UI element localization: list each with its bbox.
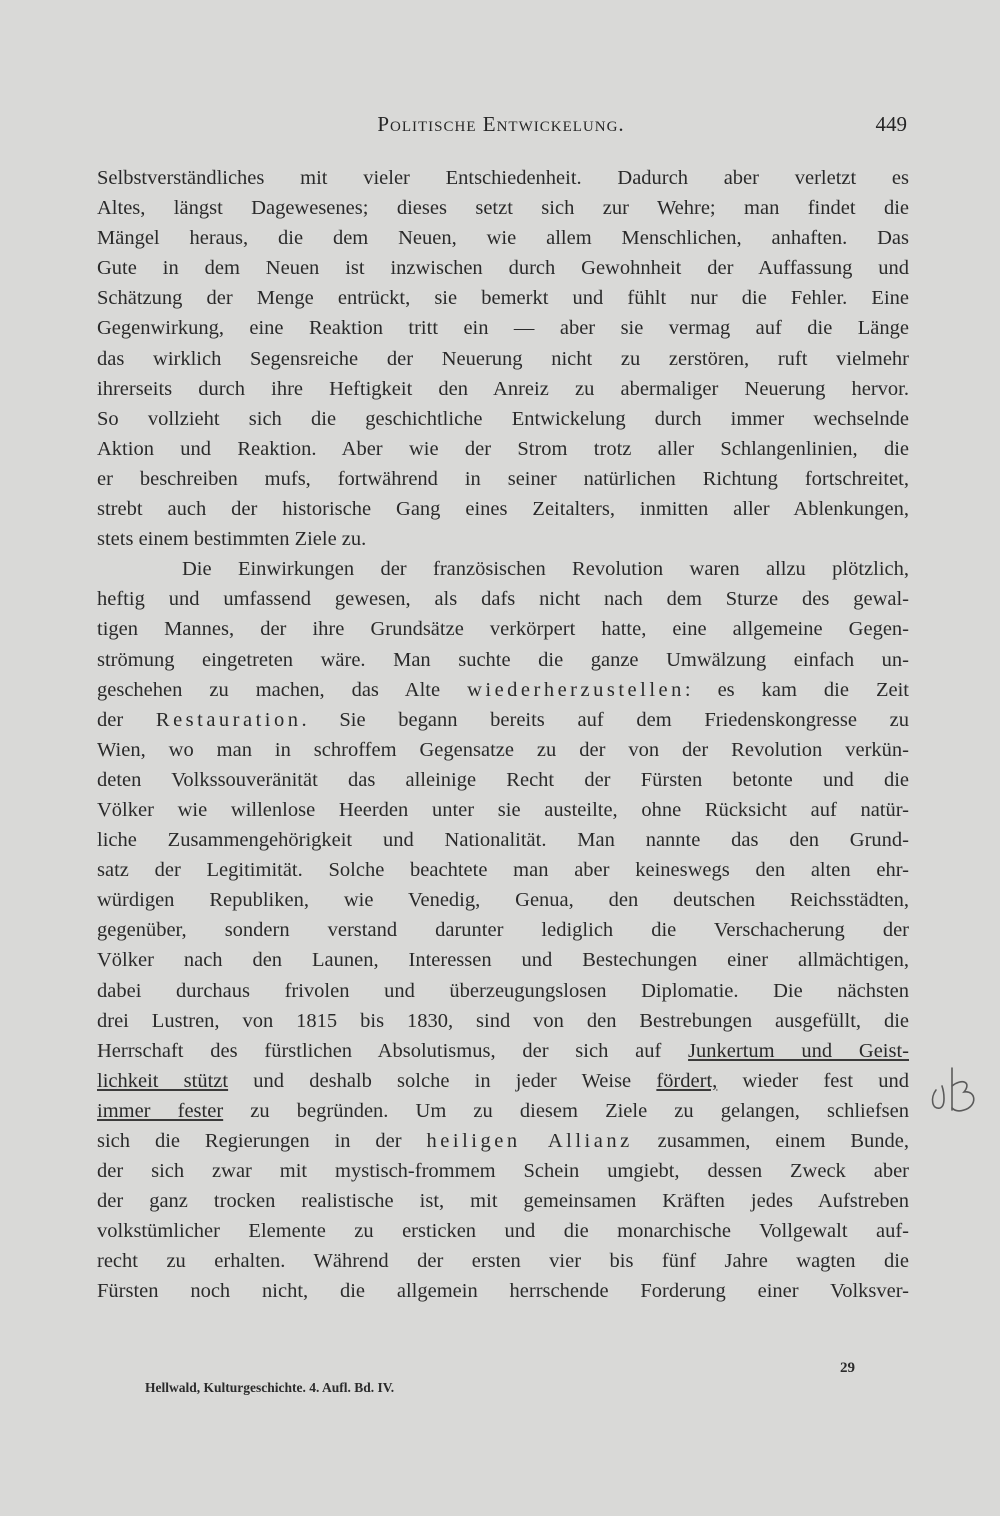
line-text: Völker nach den Launen, Interessen und Bestechungen einer allmächtigen, xyxy=(97,949,909,972)
text-line xyxy=(97,765,909,795)
line-text: dabei durchaus frivolen und überzeugungslosen Diplomatie. Die nächsten xyxy=(97,979,909,1002)
text-line xyxy=(97,795,909,825)
line-text: zusammen, einem Bunde, xyxy=(632,1130,909,1152)
line-text: würdigen Republiken, wie Venedig, Genua, den deutschen Reichsstädten, xyxy=(97,889,909,912)
text-line xyxy=(97,554,909,584)
line-text: Herrschaft des fürstlichen Absolutismus, der sich auf xyxy=(97,1039,689,1062)
line-text: Die Einwirkungen der französischen Revolution waren allzu plötzlich, xyxy=(182,558,909,581)
text-line xyxy=(97,735,909,765)
text-line xyxy=(97,163,909,193)
text-line xyxy=(97,404,909,434)
line-text: : es kam die Zeit xyxy=(684,678,909,701)
line-text: der xyxy=(97,708,156,731)
text-line xyxy=(97,976,909,1006)
line-text: heftig und umfassend gewesen, als dafs nicht nach dem Sturze des gewal- xyxy=(97,588,909,611)
text-line xyxy=(97,434,909,464)
text-line xyxy=(97,915,909,945)
line-text: Gegenwirkung, eine Reaktion tritt ein — aber sie vermag auf die Länge xyxy=(97,317,909,340)
line-text: ihrerseits durch ihre Heftigkeit den Anreiz zu abermaliger Neuerung hervor. xyxy=(97,377,909,400)
text-line xyxy=(97,1096,909,1126)
text-line xyxy=(97,223,909,253)
pencil-underline: lichkeit stützt xyxy=(97,1069,229,1092)
text-line xyxy=(97,1066,909,1096)
pencil-underline: immer fester xyxy=(97,1099,224,1122)
text-line xyxy=(97,524,909,554)
line-text: und deshalb solche in jeder Weise xyxy=(228,1069,657,1092)
text-line xyxy=(97,645,909,675)
spaced-emphasis: Restauration xyxy=(155,708,302,731)
line-text: geschehen zu machen, das Alte xyxy=(97,678,468,701)
line-text: Völker wie willenlose Heerden unter sie austeilte, ohne Rücksicht auf natür- xyxy=(97,798,909,821)
line-text: der sich zwar mit mystisch-frommem Schein umgiebt, dessen Zweck aber xyxy=(97,1160,909,1183)
running-head xyxy=(95,112,907,142)
line-text: liche Zusammengehörigkeit und Nationalität. Man nannte das den Grund- xyxy=(97,829,909,852)
spaced-emphasis: heiligen Allianz xyxy=(426,1130,633,1152)
text-line xyxy=(97,855,909,885)
line-text: zu begründen. Um zu diesem Ziele zu gelangen, schliefsen xyxy=(223,1099,909,1122)
text-line xyxy=(97,1036,909,1066)
line-text: volkstümlicher Elemente zu ersticken und die monarchische Vollgewalt auf- xyxy=(97,1220,909,1243)
text-line xyxy=(97,705,909,735)
signature-number: 29 xyxy=(840,1360,855,1376)
line-text: stets einem bestimmten Ziele zu. xyxy=(97,528,367,551)
line-text: So vollzieht sich die geschichtliche Entwickelung durch immer wechselnde xyxy=(97,407,909,430)
pencil-underline: Junkertum und Geist- xyxy=(688,1039,909,1062)
line-text: strömung eingetreten wäre. Man suchte die ganze Umwälzung einfach un- xyxy=(97,648,909,671)
pencil-underline: fördert, xyxy=(656,1069,718,1092)
text-line xyxy=(97,313,909,343)
text-line xyxy=(97,1006,909,1036)
line-text: das wirklich Segensreiche der Neuerung nicht zu zerstören, ruft vielmehr xyxy=(97,347,909,370)
page-footer xyxy=(145,1360,855,1395)
text-line xyxy=(97,1216,909,1246)
running-title: Politische Entwickelung. xyxy=(377,112,625,136)
line-text: tigen Mannes, der ihre Grundsätze verkörpert hatte, eine allgemeine Gegen- xyxy=(97,618,909,641)
text-line xyxy=(97,1276,909,1306)
line-text: deten Volkssouveränität das alleinige Recht der Fürsten betonte und die xyxy=(97,768,909,791)
line-text: Selbstverständliches mit vieler Entschiedenheit. Dadurch aber verletzt es xyxy=(97,167,909,189)
spaced-emphasis: wiederherzustellen xyxy=(467,678,685,701)
text-line xyxy=(97,1156,909,1186)
line-text: drei Lustren, von 1815 bis 1830, sind von den Bestrebungen ausgefüllt, die xyxy=(97,1009,909,1032)
text-line xyxy=(97,374,909,404)
text-line xyxy=(97,885,909,915)
text-line xyxy=(97,344,909,374)
text-line xyxy=(97,253,909,283)
text-line xyxy=(97,1126,909,1156)
line-text: recht zu erhalten. Während der ersten vier bis fünf Jahre wagten die xyxy=(97,1250,909,1273)
text-line xyxy=(97,1246,909,1276)
text-line xyxy=(97,193,909,223)
text-line xyxy=(97,464,909,494)
line-text: wieder fest und xyxy=(717,1069,909,1092)
text-line xyxy=(97,283,909,313)
line-text: satz der Legitimität. Solche beachtete man aber keineswegs den alten ehr- xyxy=(97,859,909,882)
text-line xyxy=(97,1186,909,1216)
line-text: Mängel heraus, die dem Neuen, wie allem Menschlichen, anhaften. Das xyxy=(97,227,909,250)
line-text: gegenüber, sondern verstand darunter lediglich die Verschacherung der xyxy=(97,919,909,942)
line-text: Wien, wo man in schroffem Gegensatze zu der von der Revolution verkün- xyxy=(97,738,909,761)
page-number: 449 xyxy=(875,112,907,136)
line-text: der ganz trocken realistische ist, mit gemeinsamen Kräften jedes Aufstreben xyxy=(97,1190,909,1213)
line-text: Gute in dem Neuen ist inzwischen durch Gewohnheit der Auffassung und xyxy=(97,257,909,280)
text-line xyxy=(97,675,909,705)
text-line xyxy=(97,945,909,975)
line-text: Aktion und Reaktion. Aber wie der Strom trotz aller Schlangenlinien, die xyxy=(97,437,909,460)
text-line xyxy=(97,494,909,524)
line-text: Schätzung der Menge entrückt, sie bemerkt und fühlt nur die Fehler. Eine xyxy=(97,287,909,310)
body-text xyxy=(97,163,909,1307)
line-text: sich die Regierungen in der xyxy=(97,1130,427,1152)
line-text: strebt auch der historische Gang eines Zeitalters, inmitten aller Ablenkungen, xyxy=(97,498,909,521)
line-text: er beschreiben mufs, fortwährend in seiner natürlichen Richtung fortschreitet, xyxy=(97,467,909,490)
text-line xyxy=(97,825,909,855)
pencil-margin-mark xyxy=(922,1060,992,1120)
line-text: Fürsten noch nicht, die allgemein herrschende Forderung einer Volksver- xyxy=(97,1280,909,1303)
text-line xyxy=(97,584,909,614)
line-text: Altes, längst Dagewesenes; dieses setzt sich zur Wehre; man findet die xyxy=(97,197,909,220)
footer-citation: Hellwald, Kulturgeschichte. 4. Aufl. Bd. IV. xyxy=(145,1380,395,1395)
text-line xyxy=(97,614,909,644)
line-text: . Sie begann bereits auf dem Friedenskongresse zu xyxy=(301,708,909,731)
